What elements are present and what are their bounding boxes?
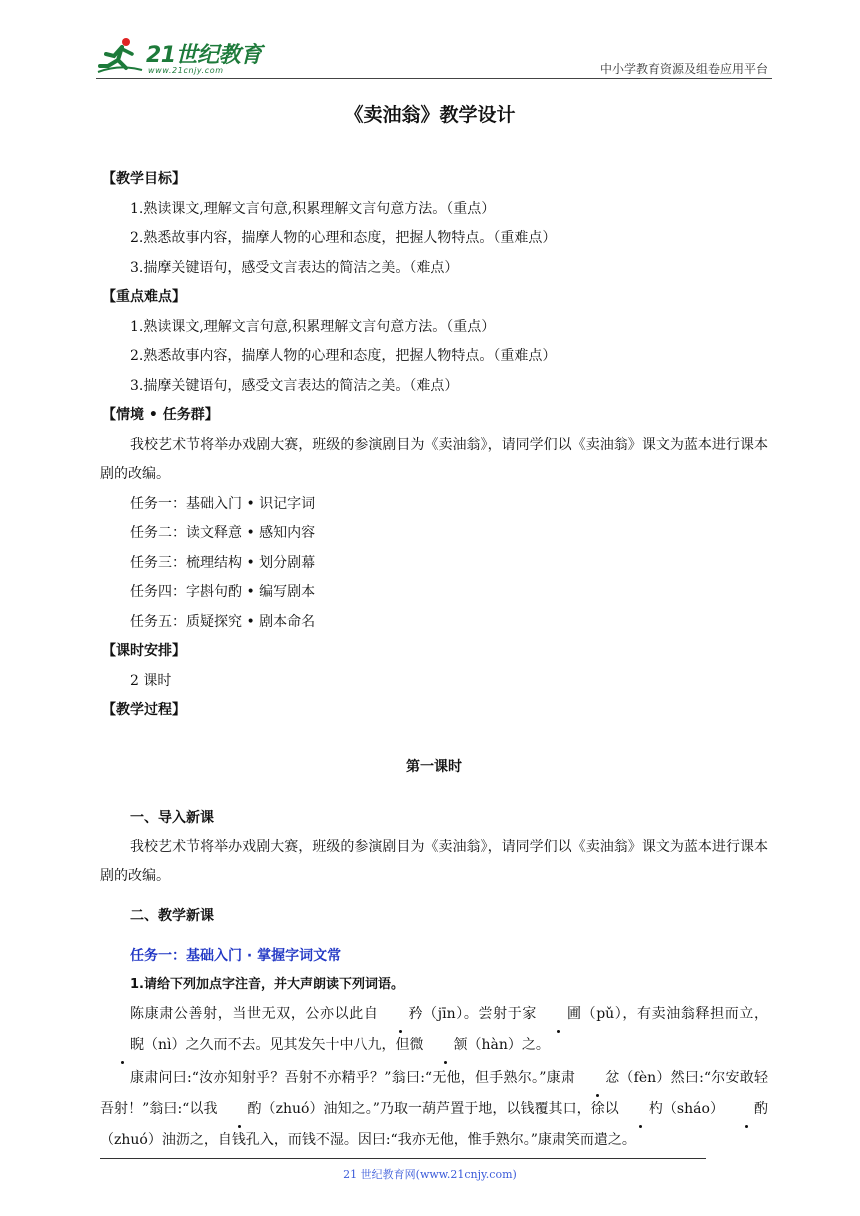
part1-text: 我校艺术节将举办戏剧大赛，班级的参演剧目为《卖油翁》，请同学们以《卖油翁》课文为蓝本进行课本剧的改编。 [100, 838, 768, 884]
passage-text: （fèn）然曰:“尔安敢轻吾射！”翁曰:“以我 [100, 1069, 769, 1117]
page-header [0, 0, 860, 80]
task-list-item: 任务五：质疑探究 • 剧本命名 [130, 613, 316, 630]
dotted-char: 矜 [379, 999, 423, 1030]
question-1: 1.请给下列加点字注音，并大声朗读下列词语。 [130, 976, 404, 992]
goals-heading: 【教学目标】 [102, 171, 186, 187]
dotted-char: 酌 [218, 1094, 262, 1125]
task-list-item: 任务二：读文释意 • 感知内容 [130, 525, 316, 541]
schedule-value: 2 课时 [130, 672, 172, 689]
dotted-char: 酌 [724, 1094, 768, 1125]
logo-text: 21世纪教育 [146, 43, 262, 68]
platform-name: 中小学教育资源及组卷应用平台 [599, 62, 768, 76]
dotted-char: 忿 [575, 1063, 619, 1094]
passage-text: （pǔ），有卖油翁释担而立， [580, 1005, 769, 1022]
footer-text: 21 世纪教育网(www.21cnjy.com) [343, 1168, 517, 1181]
key-point-item: 2.熟悉故事内容，揣摩人物的心理和态度，把握人物特点。（重难点） [130, 348, 557, 364]
passage-text: （sháo） [662, 1100, 725, 1117]
passage-text: （jīn）。尝射于家 [422, 1005, 537, 1022]
passage-text: （hàn）之。 [467, 1036, 550, 1053]
part2-heading: 二、教学新课 [130, 907, 214, 924]
lesson-title: 第一课时 [406, 758, 462, 775]
dotted-char: 睨 [100, 1030, 144, 1061]
passage-paragraph-2 [100, 1063, 768, 1156]
key-point-item: 1.熟读课文,理解文言句意,积累理解文言句意方法。（重点） [130, 318, 496, 335]
passage-text: 康肃问曰:“汝亦知射乎？吾射不亦精乎？”翁曰:“无他，但手熟尔。”康肃 [130, 1069, 576, 1086]
spacer [100, 892, 768, 902]
goal-item: 1.熟读课文,理解文言句意,积累理解文言句意方法。（重点） [130, 200, 496, 217]
task1-heading: 任务一：基础入门 · 掌握字词文常 [130, 947, 342, 964]
runner-logo-icon [96, 36, 144, 76]
goal-item: 3.揣摩关键语句，感受文言表达的简洁之美。（难点） [130, 259, 459, 276]
key-point-item: 3.揣摩关键语句，感受文言表达的简洁之美。（难点） [130, 377, 459, 394]
passage-paragraph-1 [100, 999, 768, 1061]
part1-heading: 一、导入新课 [130, 809, 214, 826]
passage-text: 陈康肃公善射，当世无双，公亦以此自 [130, 1005, 379, 1022]
goal-item: 2.熟悉故事内容，揣摩人物的心理和态度，把握人物特点。（重难点） [130, 230, 557, 246]
document-body [100, 165, 768, 1156]
dotted-char: 圃 [537, 999, 581, 1030]
scenario-intro: 我校艺术节将举办戏剧大赛，班级的参演剧目为《卖油翁》，请同学们以《卖油翁》课文为蓝本进行课本剧的改编。 [100, 436, 768, 482]
task-list-item: 任务四：字斟句酌 • 编写剧本 [130, 584, 316, 600]
scenario-heading: 【情境 • 任务群】 [102, 407, 219, 423]
task-list-item: 任务一：基础入门 • 识记字词 [130, 495, 316, 512]
dotted-char: 颔 [424, 1030, 468, 1061]
logo [96, 36, 266, 78]
task-list-item: 任务三：梳理结构 • 划分剧幕 [130, 554, 316, 571]
logo-url: www.21cnjy.com [148, 66, 224, 75]
key-points-heading: 【重点难点】 [102, 289, 186, 305]
passage-text: （nì）之久而不去。见其发矢十中八九，但微 [144, 1036, 424, 1053]
spacer [100, 931, 768, 941]
passage-text: （zhuó）油沥之，自钱孔入，而钱不湿。因曰:“我亦无他，惟手熟尔。”康肃笑而遣之。 [100, 1131, 636, 1148]
passage-text: （zhuó）油知之。”乃取一葫芦置于地，以钱覆其口，徐以 [261, 1100, 619, 1117]
document-title: 《卖油翁》教学设计 [344, 104, 516, 126]
dotted-char: 杓 [619, 1094, 663, 1125]
process-heading: 【教学过程】 [102, 702, 186, 718]
footer-divider [100, 1158, 706, 1159]
header-divider [96, 78, 772, 79]
schedule-heading: 【课时安排】 [102, 643, 186, 659]
